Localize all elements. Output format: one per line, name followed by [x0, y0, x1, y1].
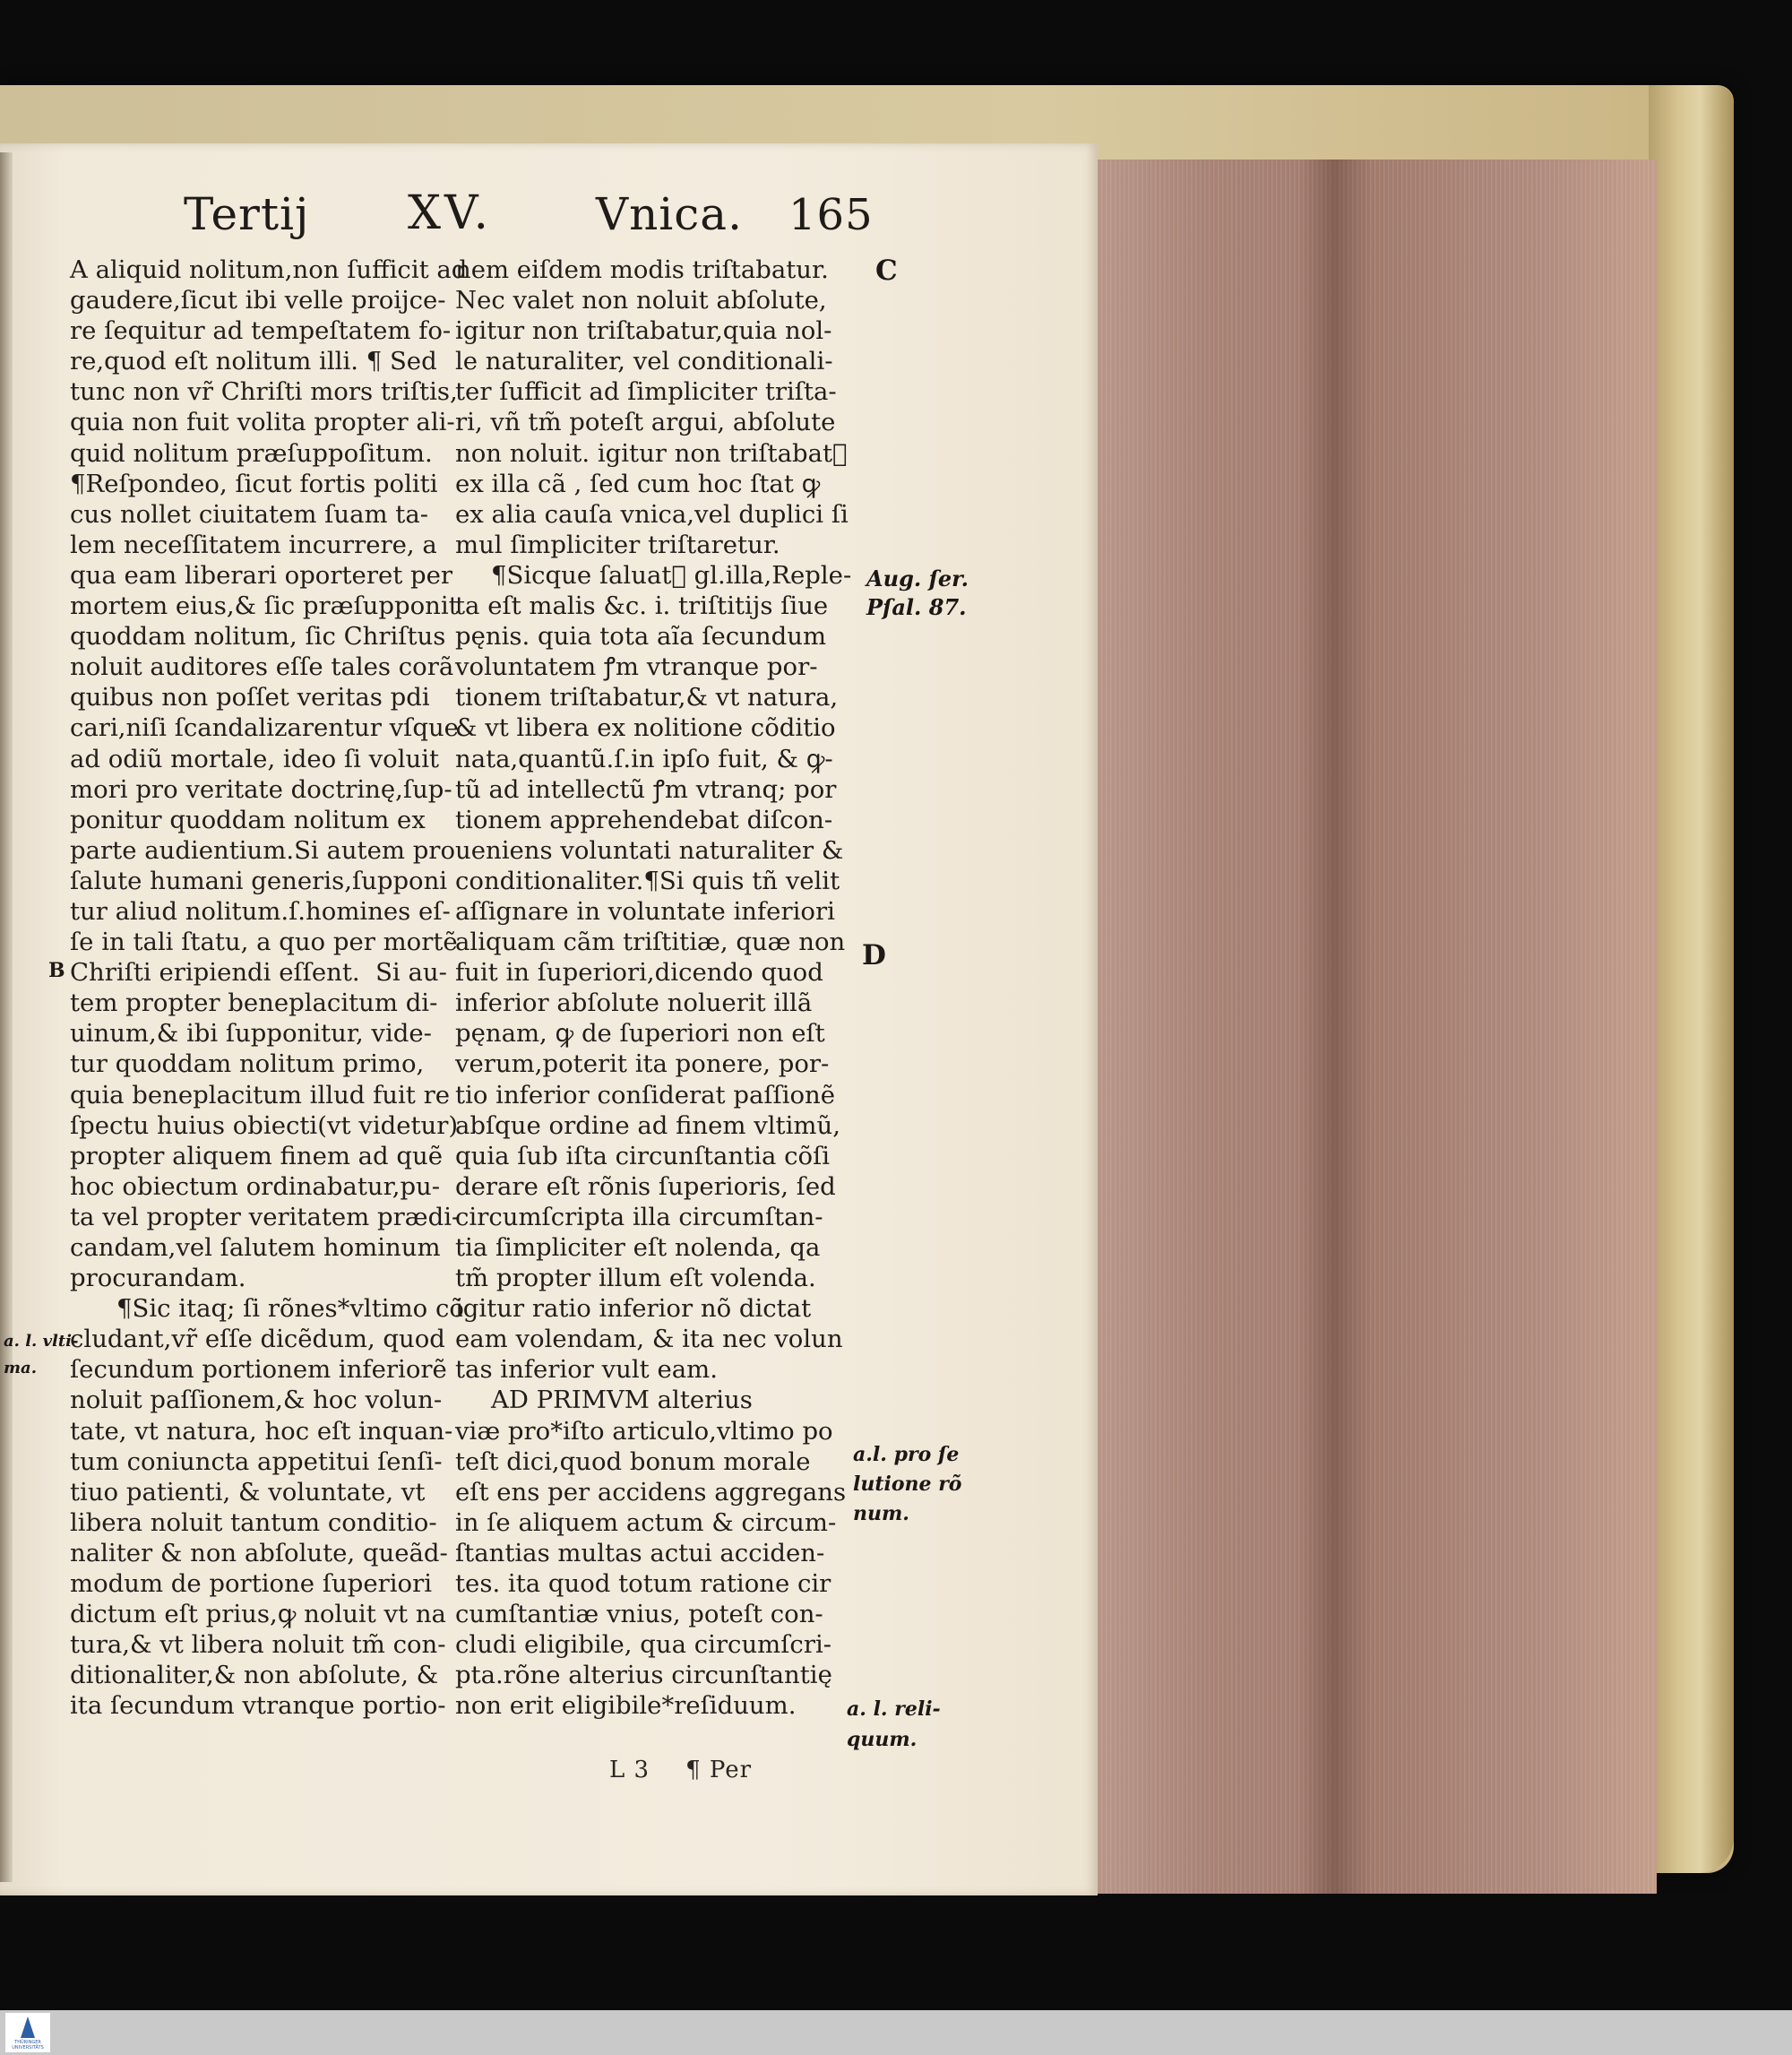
text-line: tunc non vr̃ Chriſti mors triſtis, [70, 377, 458, 407]
text-line: ſalute humani generis,ſupponi [70, 866, 448, 895]
text-line: ad odiũ mortale, ideo ſi voluit [70, 744, 440, 773]
logo-mark-icon [21, 2016, 35, 2038]
viewer-footer-bar [0, 2010, 1792, 2055]
text-line: ſe in tali ſtatu, a quo per mortẽ [70, 928, 458, 957]
text-line: mul ſimpliciter triſtaretur. [455, 530, 780, 559]
text-line: ri, vñ tm̃ poteſt argui, abſolute [455, 408, 836, 437]
text-line: tate, vt natura, hoc eſt inquan- [70, 1416, 453, 1446]
text-line: verum,poterit ita ponere, por- [455, 1049, 830, 1079]
text-line: mortem eius,& ſic præſupponit [70, 591, 459, 621]
catchword: ¶ Per [685, 1757, 753, 1783]
text-line: inferior abſolute noluerit illã [455, 989, 813, 1018]
text-line: eam volendam, & ita nec volun [455, 1325, 843, 1354]
binding-fore-edge [1649, 85, 1734, 1873]
text-line: tionem triſtabatur,& vt natura, [455, 683, 839, 712]
section-marker-c: C [875, 255, 898, 287]
text-line: ¶Sicque ſaluat᷑ gl.illa,Reple- [491, 560, 852, 590]
text-line: cludi eligibile, qua circumſcri- [455, 1630, 832, 1660]
text-line: ¶Reſpondeo, ſicut fortis politi [70, 469, 438, 498]
text-line: voluntatem ꝭm vtranque por- [455, 652, 818, 682]
page-block-edge [1089, 160, 1657, 1894]
text-line: nem eiſdem modis triſtabatur. [455, 255, 829, 284]
margin-note-ultima: a. l. vlti- ma. [4, 1332, 79, 1377]
text-line: hoc obiectum ordinabatur,pu- [70, 1171, 441, 1201]
text-line: libera noluit tantum conditio- [70, 1507, 437, 1537]
text-line: ſtantias multas actui acciden- [455, 1538, 825, 1567]
text-line: nata,quantũ.ſ.in ipſo fuit, & ꝙ- [455, 744, 833, 773]
text-line: tionem apprehendebat diſcon- [455, 805, 833, 834]
left-text-column [70, 255, 468, 1722]
text-line: gaudere,ſicut ibi velle proijce- [70, 286, 446, 315]
text-line: ueniens voluntati naturaliter & [455, 835, 844, 865]
section-marker-b: B [48, 959, 65, 982]
text-line: non noluit. igitur non triſtabat᷑ [455, 438, 848, 468]
text-line: eſt ens per accidens aggregans [455, 1477, 847, 1507]
text-line: tur aliud nolitum.ſ.homines eſ- [70, 896, 451, 926]
text-line: & vt libera ex nolitione cõditio [455, 713, 836, 743]
text-line: cus nollet ciuitatem ſuam ta- [70, 499, 429, 529]
text-line: cumſtantiæ vnius, poteſt con- [455, 1600, 823, 1629]
text-line: dictum eſt prius,ꝙ noluit vt na [70, 1600, 446, 1629]
text-line: quia ſub iſta circunſtantia cõſi [455, 1141, 831, 1170]
text-line: parte audientium.Si autem pro [70, 835, 456, 865]
text-line: modum de portione ſuperiori [70, 1569, 433, 1599]
margin-note-reliquum: a. l. reli- quum. [847, 1697, 941, 1751]
text-line: procurandam. [70, 1264, 246, 1293]
text-line: conditionaliter.¶Si quis tñ velit [455, 866, 840, 895]
text-line: re ſequitur ad tempeſtatem fo- [70, 316, 452, 346]
margin-note-augustine: Aug. ſer. Pſal. 87. [866, 566, 969, 620]
text-line: derare eſt rõnis ſuperioris, ſed [455, 1171, 836, 1201]
text-line: AD PRIMVM alterius [491, 1386, 753, 1415]
text-line: in ſe aliquem actum & circum- [455, 1507, 837, 1537]
text-line: ex illa cã , ſed cum hoc ſtat ꝙ [455, 469, 821, 498]
running-head-left: Tertij [184, 188, 310, 240]
text-line: tum coniuncta appetitui ſenſi- [70, 1446, 443, 1476]
text-line: tm̃ propter illum eſt volenda. [455, 1264, 816, 1293]
page-number: 165 [788, 190, 874, 240]
text-line: fuit in ſuperiori,dicendo quod [455, 958, 823, 988]
text-line: qua eam liberari oporteret per [70, 560, 453, 590]
text-line: quia beneplacitum illud fuit re [70, 1080, 451, 1110]
text-line: cludant,vr̃ eſſe dicẽdum, quod [70, 1325, 445, 1354]
text-line: circumſcripta illa circumſtan- [455, 1202, 823, 1231]
text-line: mori pro veritate doctrinę,ſup- [70, 774, 452, 804]
text-line: naliter & non abſolute, queãd- [70, 1538, 448, 1567]
text-line: pęnam, ꝙ de ſuperiori non eſt [455, 1019, 825, 1049]
text-line: quid nolitum præſuppoſitum. [70, 438, 433, 468]
margin-note-prose: a.l. pro ſe lutione rõ num. [853, 1443, 962, 1525]
running-head-right: Vnica. [596, 188, 744, 240]
text-line: Chriſti eripiendi eſſent. Si au- [70, 958, 447, 988]
text-line: igitur non triſtabatur,quia nol- [455, 316, 832, 346]
text-line: aſſignare in voluntate inferiori [455, 896, 835, 926]
text-line: lem neceſſitatem incurrere, a [70, 530, 437, 559]
previous-page-sliver [0, 152, 13, 1882]
text-line: ter ſufficit ad ſimpliciter triſta- [455, 377, 837, 407]
text-line: tũ ad intellectũ ꝭm vtranq; por [455, 774, 837, 804]
section-marker-d: D [862, 939, 886, 971]
signature-line [609, 1757, 788, 1783]
text-line: tes. ita quod totum ratione cir [455, 1569, 831, 1599]
text-line: re,quod eſt nolitum illi. ¶ Sed [70, 347, 437, 376]
text-line: Nec valet non noluit abſolute, [455, 286, 827, 315]
signature-mark: L 3 [609, 1757, 650, 1783]
text-line: noluit paſſionem,& hoc volun- [70, 1386, 443, 1415]
text-line: teſt dici,quod bonum morale [455, 1446, 811, 1476]
right-text-column [455, 255, 863, 1722]
text-line: uinum,& ibi ſupponitur, vide- [70, 1019, 432, 1049]
text-line: noluit auditores eſſe tales corã [70, 652, 454, 682]
text-line: aliquam cãm triſtitiæ, quæ non [455, 928, 846, 957]
text-line: ita ſecundum vtranque portio- [70, 1691, 446, 1721]
text-line: tas inferior vult eam. [455, 1355, 718, 1385]
text-line: tura,& vt libera noluit tm̃ con- [70, 1630, 446, 1660]
text-line: ex alia cauſa vnica,vel duplici ſi [455, 499, 849, 529]
text-line: quoddam nolitum, ſic Chriſtus [70, 622, 446, 652]
text-line: tur quoddam nolitum primo, [70, 1049, 425, 1079]
text-line: propter aliquem finem ad quẽ [70, 1141, 443, 1170]
library-logo [5, 2013, 50, 2052]
text-line: candam,vel ſalutem hominum [70, 1233, 441, 1262]
text-line: ta eſt malis &c. i. triſtitijs ſiue [455, 591, 829, 621]
text-line: cari,niſi ſcandalizarentur vſque [70, 713, 459, 743]
running-head-center: XV. [408, 186, 493, 240]
text-line: ſecundum portionem inferiorẽ [70, 1355, 447, 1385]
text-line: tiuo patienti, & voluntate, vt [70, 1477, 426, 1507]
page-block-shadow [1299, 160, 1371, 1894]
text-line: ¶Sic itaq; ſi rõnes*vltimo cõ [116, 1294, 464, 1324]
text-line: tem propter beneplacitum di- [70, 989, 438, 1018]
text-line: ditionaliter,& non abſolute, & [70, 1661, 439, 1690]
text-line: quia non fuit volita propter ali- [70, 408, 455, 437]
text-line: non erit eligibile*reſiduum. [455, 1691, 797, 1721]
text-line: pta.rõne alterius circunſtantię [455, 1661, 832, 1690]
text-line: tia ſimpliciter eſt nolenda, qa [455, 1233, 821, 1262]
text-line: A aliquid nolitum,non ſufficit ad [70, 255, 468, 284]
text-line: ſpectu huius obiecti(vt videtur) [70, 1110, 459, 1140]
text-line: abſque ordine ad finem vltimũ, [455, 1110, 840, 1140]
text-line: ta vel propter veritatem prædi- [70, 1202, 461, 1231]
text-line: le naturaliter, vel conditionali- [455, 347, 833, 376]
text-line: igitur ratio inferior nõ dictat [455, 1294, 812, 1324]
text-line: pęnis. quia tota aĩa ſecundum [455, 622, 827, 652]
text-line: ponitur quoddam nolitum ex [70, 805, 426, 834]
text-line: tio inferior conſiderat paſſionẽ [455, 1080, 836, 1110]
text-line: quibus non poſſet veritas pdi [70, 683, 430, 712]
text-line: viæ pro*iſto articulo,vltimo po [455, 1416, 833, 1446]
logo-text: THÜRINGER UNIVERSITÄTS [12, 2040, 44, 2051]
